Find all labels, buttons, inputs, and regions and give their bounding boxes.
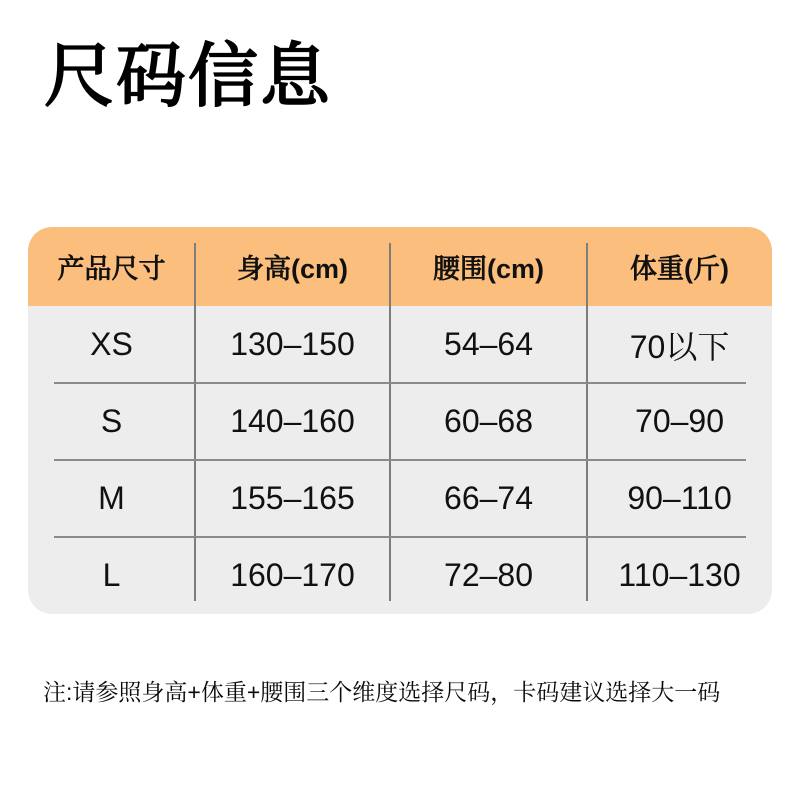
column-header-size: 产品尺寸 — [57, 254, 166, 284]
height-value: 155–165 — [230, 480, 355, 516]
height-value: 140–160 — [230, 403, 355, 439]
size-table — [28, 227, 772, 614]
height-value: 160–170 — [230, 557, 355, 593]
table-header-row — [28, 227, 772, 306]
page-title: 尺码信息 — [44, 37, 332, 115]
waist-value: 72–80 — [444, 557, 533, 593]
row-divider — [54, 536, 746, 538]
weight-value: 90–110 — [627, 480, 732, 516]
weight-value: 70以下 — [629, 328, 730, 365]
column-header-height: 身高(cm) — [236, 254, 348, 284]
table-row — [28, 383, 772, 460]
column-divider — [586, 243, 588, 601]
size-value: XS — [90, 326, 133, 362]
table-row — [28, 306, 772, 383]
table-row — [28, 460, 772, 537]
column-header-weight: 体重(斤) — [630, 254, 730, 284]
size-value: M — [98, 480, 125, 516]
row-divider — [54, 459, 746, 461]
size-value: S — [100, 403, 123, 439]
size-value: L — [102, 557, 121, 593]
weight-value: 70–90 — [635, 403, 725, 439]
waist-value: 60–68 — [444, 403, 533, 439]
height-value: 130–150 — [230, 326, 355, 362]
weight-value: 110–130 — [618, 557, 741, 593]
column-divider — [389, 243, 391, 601]
row-divider — [54, 382, 746, 384]
note-text: 注:请参照身高+体重+腰围三个维度选择尺码，卡码建议选择大一码 — [43, 679, 721, 705]
waist-value: 66–74 — [444, 480, 533, 516]
table-row — [28, 537, 772, 614]
column-divider — [194, 243, 196, 601]
waist-value: 54–64 — [444, 326, 533, 362]
column-header-waist: 腰围(cm) — [433, 254, 545, 284]
